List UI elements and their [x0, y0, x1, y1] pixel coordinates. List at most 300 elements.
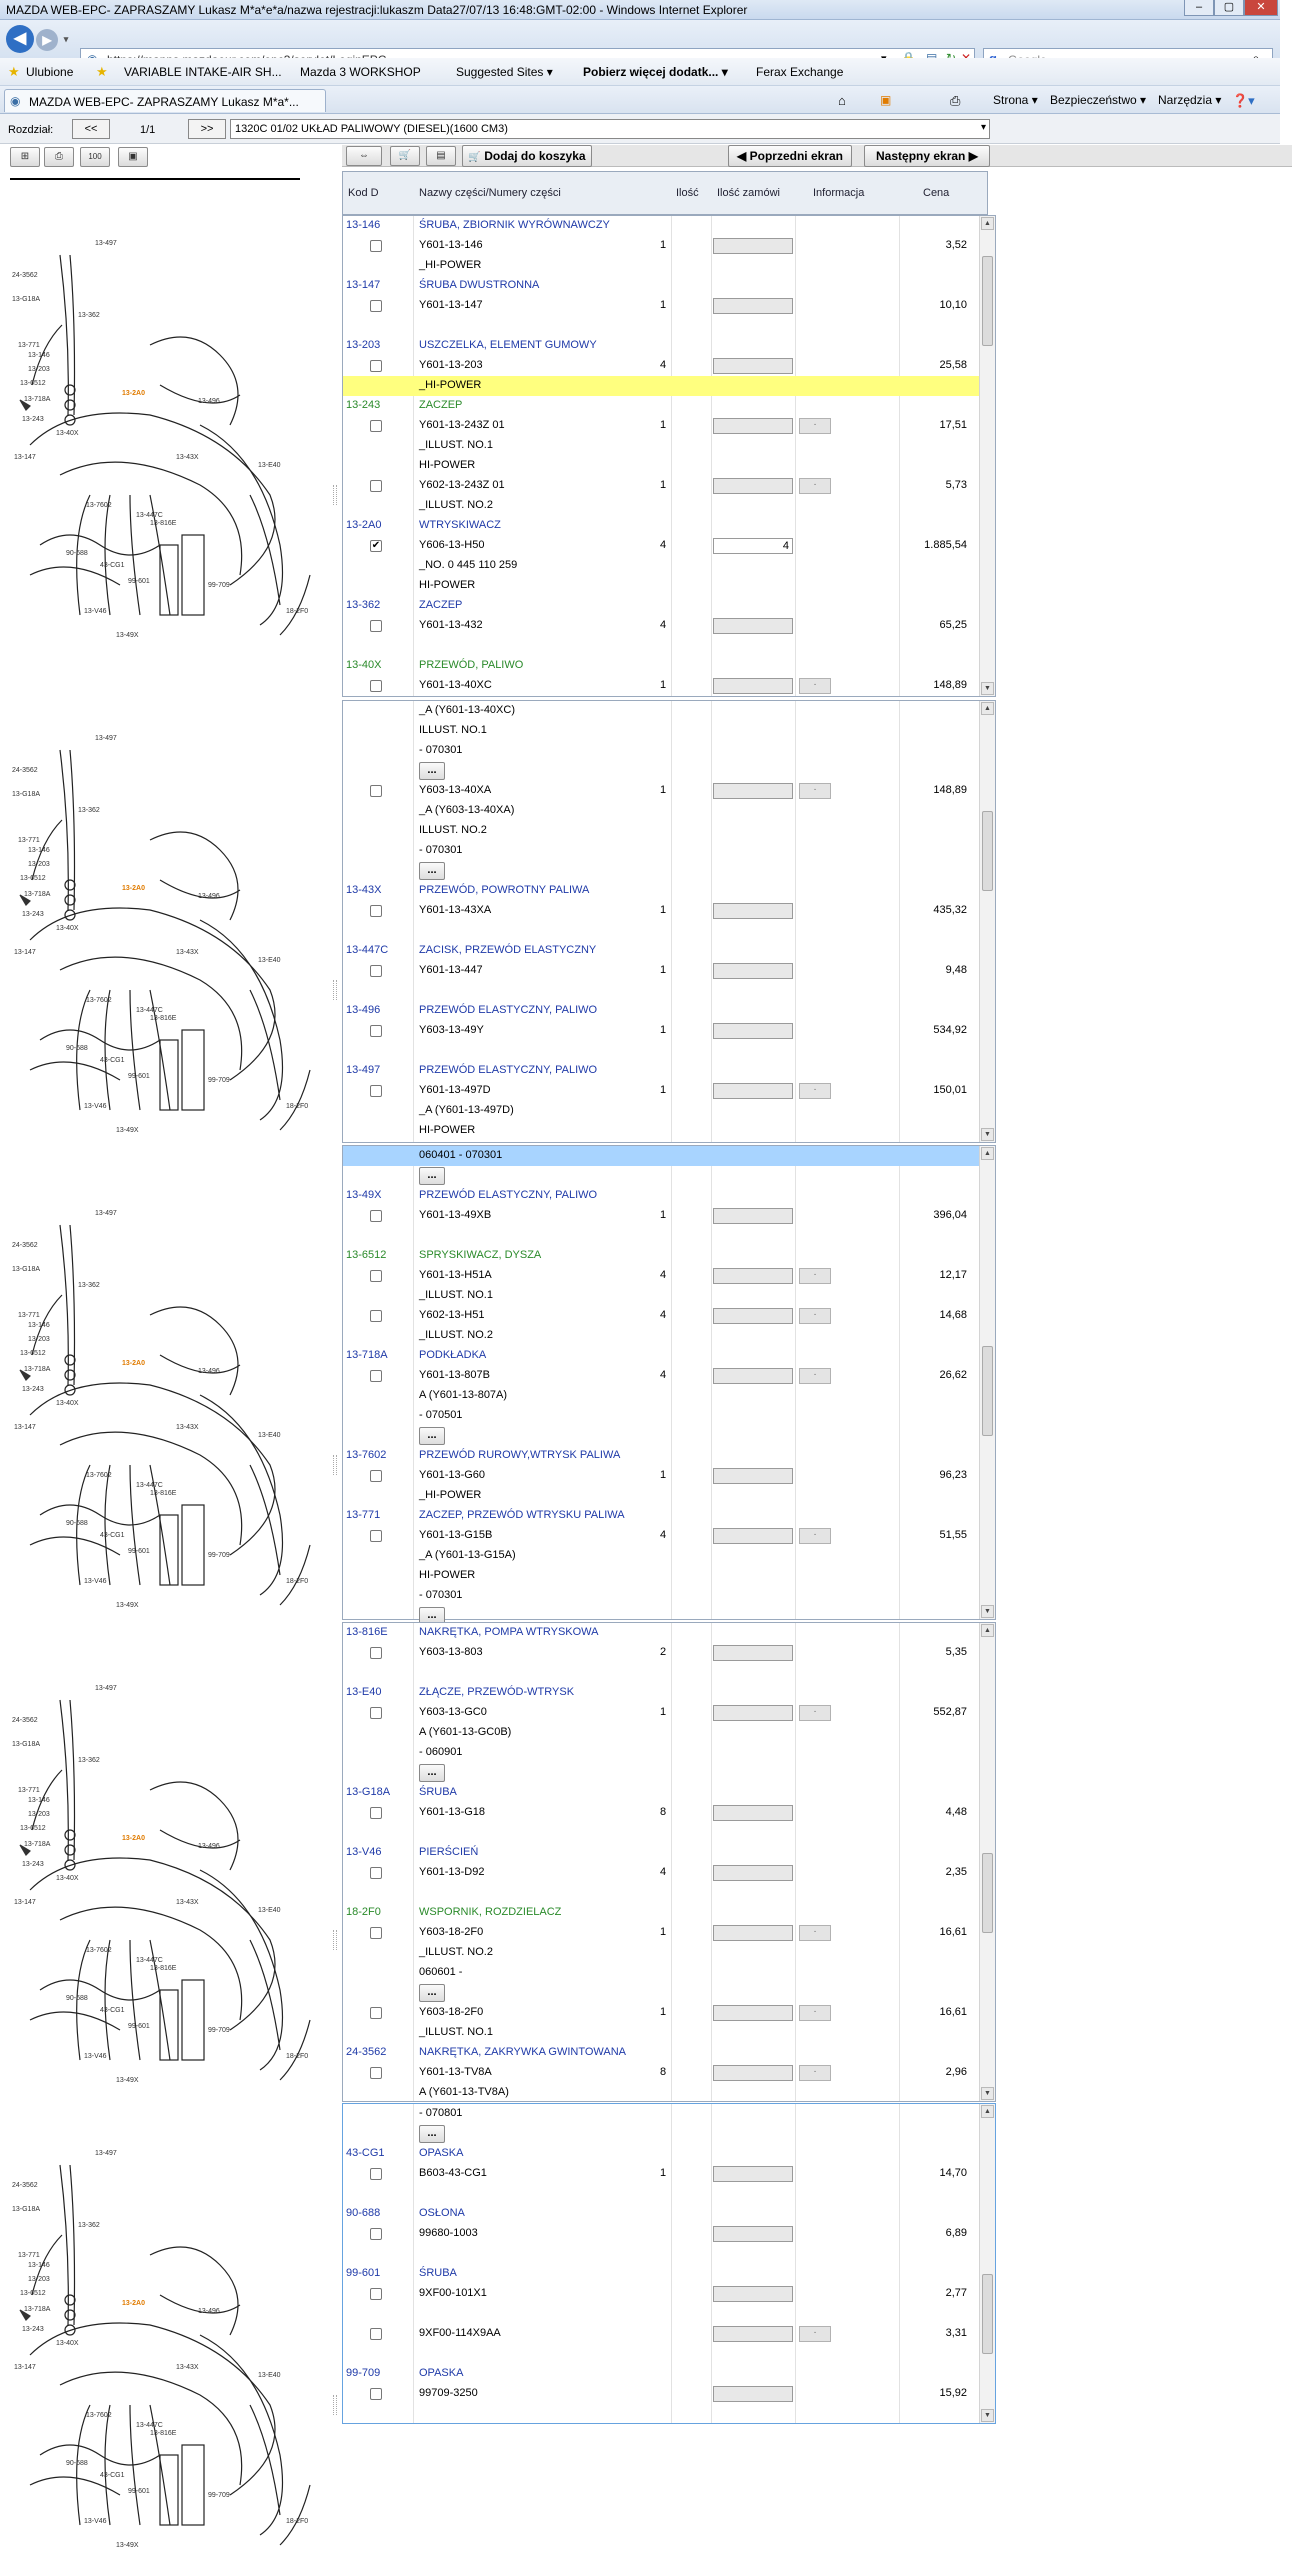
- copy-icon[interactable]: ▣: [118, 147, 148, 167]
- scroll-up-icon[interactable]: ▲: [981, 702, 994, 715]
- callout-label[interactable]: 13-43X: [176, 1899, 199, 1906]
- part-code-link[interactable]: 13-718A: [346, 1349, 388, 1361]
- panel-scrollbar[interactable]: [979, 1623, 995, 2101]
- callout-label[interactable]: 43-CG1: [100, 1057, 125, 1064]
- callout-label[interactable]: 18-2F0: [286, 2053, 309, 2060]
- part-code-link[interactable]: 13-146: [346, 219, 381, 231]
- callout-label[interactable]: 24-3562: [12, 272, 38, 279]
- splitter-handle[interactable]: [333, 1930, 337, 1950]
- callout-label[interactable]: 13-E40: [258, 462, 281, 469]
- order-quantity-input[interactable]: [713, 2226, 793, 2242]
- select-checkbox[interactable]: [370, 1647, 382, 1659]
- part-code-link[interactable]: 13-E40: [346, 1686, 382, 1698]
- callout-label[interactable]: 13-43X: [176, 454, 199, 461]
- part-code-link[interactable]: 13-243: [346, 399, 381, 411]
- order-quantity-input[interactable]: [713, 1268, 793, 1284]
- part-code-link[interactable]: 13-43X: [346, 884, 382, 896]
- select-checkbox[interactable]: [370, 905, 382, 917]
- callout-label[interactable]: 13-6512: [20, 875, 46, 882]
- order-quantity-input[interactable]: [713, 1083, 793, 1099]
- select-checkbox[interactable]: [370, 2007, 382, 2019]
- scroll-thumb[interactable]: [982, 256, 993, 346]
- callout-label[interactable]: 13-49X: [116, 1127, 139, 1134]
- callout-label[interactable]: 13-6512: [20, 1825, 46, 1832]
- callout-label[interactable]: 13-40X: [56, 1400, 79, 1407]
- select-checkbox[interactable]: [370, 1807, 382, 1819]
- part-code-link[interactable]: 13-447C: [346, 944, 389, 956]
- select-checkbox[interactable]: [370, 1085, 382, 1097]
- select-checkbox[interactable]: [370, 1310, 382, 1322]
- order-quantity-input[interactable]: [713, 618, 793, 634]
- callout-label[interactable]: 13-E40: [258, 1432, 281, 1439]
- section-select[interactable]: [230, 119, 990, 139]
- callout-label[interactable]: 13-40X: [56, 430, 79, 437]
- favorites-button[interactable]: Ulubione: [26, 65, 74, 79]
- info-button[interactable]: ·: [799, 1368, 831, 1384]
- order-quantity-input[interactable]: [713, 1368, 793, 1384]
- order-quantity-input[interactable]: [713, 1308, 793, 1324]
- callout-label[interactable]: 24-3562: [12, 1717, 38, 1724]
- scroll-down-icon[interactable]: ▼: [981, 682, 994, 695]
- info-button[interactable]: ·: [799, 2326, 831, 2342]
- info-button[interactable]: ·: [799, 1083, 831, 1099]
- order-quantity-input[interactable]: [713, 478, 793, 494]
- callout-label[interactable]: 99-709: [208, 582, 230, 589]
- select-checkbox[interactable]: [370, 1530, 382, 1542]
- select-checkbox[interactable]: [370, 2388, 382, 2400]
- callout-label[interactable]: 99-601: [128, 578, 150, 585]
- callout-label[interactable]: 13-203: [28, 1811, 50, 1818]
- callout-label[interactable]: 13-V46: [84, 608, 107, 615]
- callout-label[interactable]: 13-146: [28, 1322, 50, 1329]
- callout-label[interactable]: 13-6512: [20, 380, 46, 387]
- order-quantity-input[interactable]: [713, 1528, 793, 1544]
- callout-label[interactable]: 13-816E: [150, 1015, 177, 1022]
- order-quantity-input[interactable]: [713, 2065, 793, 2081]
- callout-label[interactable]: 99-601: [128, 1073, 150, 1080]
- forward-icon[interactable]: ▶: [36, 29, 58, 51]
- part-code-link[interactable]: 13-40X: [346, 659, 382, 671]
- order-quantity-input[interactable]: [713, 2386, 793, 2402]
- order-quantity-input[interactable]: [713, 1645, 793, 1661]
- callout-label[interactable]: 13-49X: [116, 2077, 139, 2084]
- list-icon[interactable]: ▤: [426, 146, 456, 166]
- part-code-link[interactable]: 13-G18A: [346, 1786, 391, 1798]
- select-checkbox[interactable]: [370, 1927, 382, 1939]
- info-button[interactable]: ·: [799, 1528, 831, 1544]
- details-button[interactable]: ...: [419, 862, 445, 880]
- help-icon[interactable]: ❓▾: [1232, 93, 1255, 108]
- callout-label[interactable]: 13-447C: [136, 512, 163, 519]
- scroll-up-icon[interactable]: ▲: [981, 1147, 994, 1160]
- order-quantity-input[interactable]: [713, 1468, 793, 1484]
- callout-label[interactable]: 13-40X: [56, 1875, 79, 1882]
- callout-label[interactable]: 13-G18A: [12, 1741, 41, 1748]
- part-code-link[interactable]: 13-6512: [346, 1249, 387, 1261]
- callout-label[interactable]: 13-718A: [24, 396, 51, 403]
- callout-label[interactable]: 13-146: [28, 352, 50, 359]
- scroll-down-icon[interactable]: ▼: [981, 2087, 994, 2100]
- order-quantity-input[interactable]: [713, 2326, 793, 2342]
- info-button[interactable]: ·: [799, 1268, 831, 1284]
- callout-label[interactable]: 13-V46: [84, 1578, 107, 1585]
- callout-label[interactable]: 13-E40: [258, 1907, 281, 1914]
- part-code-link[interactable]: 13-362: [346, 599, 381, 611]
- callout-label[interactable]: 13-147: [14, 454, 36, 461]
- order-quantity-input[interactable]: [713, 1805, 793, 1821]
- first-page-button[interactable]: <<: [72, 119, 110, 139]
- back-icon[interactable]: ◀: [6, 25, 34, 53]
- order-quantity-input[interactable]: [713, 783, 793, 799]
- callout-label[interactable]: 18-2F0: [286, 608, 309, 615]
- part-code-link[interactable]: 99-601: [346, 2267, 381, 2279]
- callout-label[interactable]: 13-2A0: [122, 390, 145, 397]
- callout-label[interactable]: 99-601: [128, 2023, 150, 2030]
- select-checkbox[interactable]: [370, 2288, 382, 2300]
- part-code-link[interactable]: 13-49X: [346, 1189, 382, 1201]
- callout-label[interactable]: 13-6512: [20, 2290, 46, 2297]
- print-icon[interactable]: ⎙: [950, 93, 961, 108]
- callout-label[interactable]: 13-E40: [258, 957, 281, 964]
- callout-label[interactable]: 13-362: [78, 1282, 100, 1289]
- safety-menu[interactable]: Bezpieczeństwo ▾: [1050, 93, 1147, 107]
- select-checkbox[interactable]: [370, 2067, 382, 2079]
- callout-label[interactable]: 13-147: [14, 1899, 36, 1906]
- callout-label[interactable]: 13-771: [18, 342, 40, 349]
- callout-label[interactable]: 13-49X: [116, 632, 139, 639]
- details-button[interactable]: ...: [419, 1167, 445, 1185]
- page-menu[interactable]: Strona ▾: [993, 93, 1038, 107]
- scroll-up-icon[interactable]: ▲: [981, 1624, 994, 1637]
- select-checkbox[interactable]: [370, 1210, 382, 1222]
- illustration-print-icon[interactable]: ⎙: [44, 147, 74, 167]
- minimize-button[interactable]: –: [1184, 0, 1214, 16]
- order-quantity-input[interactable]: [713, 1705, 793, 1721]
- callout-label[interactable]: 13-771: [18, 1787, 40, 1794]
- callout-label[interactable]: 13-718A: [24, 1366, 51, 1373]
- callout-label[interactable]: 13-40X: [56, 2340, 79, 2347]
- scroll-down-icon[interactable]: ▼: [981, 2409, 994, 2422]
- callout-label[interactable]: 18-2F0: [286, 1578, 309, 1585]
- callout-label[interactable]: 13-2A0: [122, 1835, 145, 1842]
- add-favorite-icon[interactable]: ★: [96, 64, 108, 79]
- callout-label[interactable]: 13-146: [28, 1797, 50, 1804]
- callout-label[interactable]: 13-243: [22, 1861, 44, 1868]
- callout-label[interactable]: 13-362: [78, 2222, 100, 2229]
- callout-label[interactable]: 13-816E: [150, 2430, 177, 2437]
- info-button[interactable]: ·: [799, 783, 831, 799]
- callout-label[interactable]: 13-43X: [176, 2364, 199, 2371]
- maximize-button[interactable]: ▢: [1214, 0, 1244, 16]
- info-button[interactable]: ·: [799, 2065, 831, 2081]
- callout-label[interactable]: 13-496: [198, 398, 220, 405]
- select-checkbox[interactable]: [370, 680, 382, 692]
- callout-label[interactable]: 13-447C: [136, 1957, 163, 1964]
- callout-label[interactable]: 13-718A: [24, 891, 51, 898]
- callout-label[interactable]: 43-CG1: [100, 1532, 125, 1539]
- callout-label[interactable]: 13-7602: [86, 1472, 112, 1479]
- order-quantity-input[interactable]: [713, 963, 793, 979]
- callout-label[interactable]: 13-497: [95, 2150, 117, 2157]
- callout-label[interactable]: 13-203: [28, 1336, 50, 1343]
- favorite-link[interactable]: Ferax Exchange: [756, 65, 844, 79]
- splitter-handle[interactable]: [333, 485, 337, 505]
- callout-label[interactable]: 13-2A0: [122, 1360, 145, 1367]
- part-code-link[interactable]: 13-816E: [346, 1626, 388, 1638]
- callout-label[interactable]: 99-709: [208, 1552, 230, 1559]
- select-checkbox[interactable]: [370, 240, 382, 252]
- order-quantity-input[interactable]: [713, 1208, 793, 1224]
- order-quantity-input[interactable]: [713, 678, 793, 694]
- scroll-down-icon[interactable]: ▼: [981, 1128, 994, 1141]
- part-code-link[interactable]: 13-496: [346, 1004, 381, 1016]
- callout-label[interactable]: 13-243: [22, 416, 44, 423]
- select-checkbox[interactable]: [370, 620, 382, 632]
- details-button[interactable]: ...: [419, 1427, 445, 1445]
- callout-label[interactable]: 13-771: [18, 1312, 40, 1319]
- part-code-link[interactable]: 13-2A0: [346, 519, 382, 531]
- history-dropdown-icon[interactable]: ▾: [63, 34, 69, 44]
- scroll-down-icon[interactable]: ▼: [981, 1605, 994, 1618]
- splitter-handle[interactable]: [333, 2395, 337, 2415]
- details-button[interactable]: ...: [419, 1764, 445, 1782]
- callout-label[interactable]: 90-688: [66, 1045, 88, 1052]
- order-quantity-input[interactable]: [713, 903, 793, 919]
- callout-label[interactable]: 13-496: [198, 1368, 220, 1375]
- dropdown-icon[interactable]: ▾: [980, 122, 986, 133]
- callout-label[interactable]: 13-447C: [136, 2422, 163, 2429]
- callout-label[interactable]: 13-G18A: [12, 2206, 41, 2213]
- callout-label[interactable]: 13-203: [28, 861, 50, 868]
- callout-label[interactable]: 13-E40: [258, 2372, 281, 2379]
- details-button[interactable]: ...: [419, 1607, 445, 1625]
- callout-label[interactable]: 13-V46: [84, 2053, 107, 2060]
- previous-screen-button[interactable]: [728, 145, 852, 167]
- callout-label[interactable]: 13-147: [14, 949, 36, 956]
- callout-label[interactable]: 13-816E: [150, 1965, 177, 1972]
- select-checkbox[interactable]: [370, 360, 382, 372]
- feeds-icon[interactable]: ▣: [880, 93, 892, 107]
- part-code-link[interactable]: 43-CG1: [346, 2147, 385, 2159]
- zoom-in-icon[interactable]: ⊞: [10, 147, 40, 167]
- select-checkbox[interactable]: [370, 300, 382, 312]
- favorite-link[interactable]: VARIABLE INTAKE-AIR SH...: [124, 65, 282, 79]
- callout-label[interactable]: 13-147: [14, 2364, 36, 2371]
- panel-scrollbar[interactable]: [979, 2104, 995, 2423]
- scroll-up-icon[interactable]: ▲: [981, 217, 994, 230]
- part-code-link[interactable]: 24-3562: [346, 2046, 387, 2058]
- callout-label[interactable]: 13-2A0: [122, 2300, 145, 2307]
- next-screen-button[interactable]: [864, 145, 990, 167]
- select-checkbox[interactable]: ✔: [371, 540, 381, 551]
- select-checkbox[interactable]: [370, 420, 382, 432]
- callout-label[interactable]: 13-7602: [86, 502, 112, 509]
- callout-label[interactable]: 13-816E: [150, 520, 177, 527]
- part-code-link[interactable]: 99-709: [346, 2367, 381, 2379]
- splitter-handle[interactable]: [333, 980, 337, 1000]
- callout-label[interactable]: 90-688: [66, 2460, 88, 2467]
- add-to-cart-button[interactable]: [462, 145, 592, 167]
- callout-label[interactable]: 43-CG1: [100, 2472, 125, 2479]
- part-code-link[interactable]: 13-7602: [346, 1449, 387, 1461]
- callout-label[interactable]: 13-7602: [86, 1947, 112, 1954]
- callout-label[interactable]: 13-771: [18, 2252, 40, 2259]
- callout-label[interactable]: 90-688: [66, 1995, 88, 2002]
- scroll-thumb[interactable]: [982, 2274, 993, 2354]
- details-button[interactable]: ...: [419, 1984, 445, 2002]
- select-checkbox[interactable]: [370, 785, 382, 797]
- order-quantity-input[interactable]: [713, 238, 793, 254]
- callout-label[interactable]: 13-7602: [86, 997, 112, 1004]
- callout-label[interactable]: 99-601: [128, 2488, 150, 2495]
- callout-label[interactable]: 43-CG1: [100, 562, 125, 569]
- tools-menu[interactable]: Narzędzia ▾: [1158, 93, 1222, 107]
- panel-scrollbar[interactable]: [979, 1146, 995, 1619]
- info-button[interactable]: ·: [799, 1705, 831, 1721]
- callout-label[interactable]: 13-49X: [116, 2542, 139, 2549]
- callout-label[interactable]: 13-447C: [136, 1482, 163, 1489]
- parts-illustration[interactable]: [0, 1640, 340, 2084]
- callout-label[interactable]: 99-709: [208, 2492, 230, 2499]
- browser-tab[interactable]: [4, 89, 326, 112]
- callout-label[interactable]: 13-243: [22, 911, 44, 918]
- info-button[interactable]: ·: [799, 418, 831, 434]
- callout-label[interactable]: 13-497: [95, 1210, 117, 1217]
- order-quantity-input[interactable]: [713, 1023, 793, 1039]
- order-quantity-input[interactable]: [713, 358, 793, 374]
- select-checkbox[interactable]: [370, 2328, 382, 2340]
- callout-label[interactable]: 13-6512: [20, 1350, 46, 1357]
- callout-label[interactable]: 13-7602: [86, 2412, 112, 2419]
- callout-label[interactable]: 13-447C: [136, 1007, 163, 1014]
- info-button[interactable]: ·: [799, 678, 831, 694]
- callout-label[interactable]: 13-146: [28, 2262, 50, 2269]
- callout-label[interactable]: 13-V46: [84, 2518, 107, 2525]
- callout-label[interactable]: 13-203: [28, 366, 50, 373]
- callout-label[interactable]: 13-718A: [24, 1841, 51, 1848]
- part-code-link[interactable]: 13-497: [346, 1064, 381, 1076]
- callout-label[interactable]: 13-362: [78, 807, 100, 814]
- favorite-link[interactable]: Mazda 3 WORKSHOP: [300, 65, 421, 79]
- callout-label[interactable]: 13-G18A: [12, 791, 41, 798]
- order-quantity-input[interactable]: [713, 1865, 793, 1881]
- callout-label[interactable]: 13-496: [198, 2308, 220, 2315]
- order-quantity-input[interactable]: [713, 2286, 793, 2302]
- part-code-link[interactable]: 13-203: [346, 339, 381, 351]
- select-checkbox[interactable]: [370, 965, 382, 977]
- order-quantity-input[interactable]: [713, 298, 793, 314]
- select-checkbox[interactable]: [370, 1370, 382, 1382]
- part-code-link[interactable]: 13-147: [346, 279, 381, 291]
- callout-label[interactable]: 13-496: [198, 1843, 220, 1850]
- part-code-link[interactable]: 13-771: [346, 1509, 381, 1521]
- close-window-button[interactable]: ✕: [1244, 0, 1278, 16]
- order-quantity-input[interactable]: 4: [713, 538, 793, 554]
- info-button[interactable]: ·: [799, 1925, 831, 1941]
- callout-label[interactable]: 13-43X: [176, 949, 199, 956]
- select-checkbox[interactable]: [370, 480, 382, 492]
- callout-label[interactable]: 13-497: [95, 240, 117, 247]
- part-code-link[interactable]: 18-2F0: [346, 1906, 381, 1918]
- callout-label[interactable]: 99-709: [208, 2027, 230, 2034]
- callout-label[interactable]: 13-203: [28, 2276, 50, 2283]
- callout-label[interactable]: 24-3562: [12, 2182, 38, 2189]
- scroll-thumb[interactable]: [982, 1853, 993, 1933]
- callout-label[interactable]: 99-709: [208, 1077, 230, 1084]
- callout-label[interactable]: 13-771: [18, 837, 40, 844]
- callout-label[interactable]: 13-718A: [24, 2306, 51, 2313]
- select-checkbox[interactable]: [370, 1025, 382, 1037]
- callout-label[interactable]: 13-243: [22, 1386, 44, 1393]
- details-button[interactable]: ...: [419, 2125, 445, 2143]
- select-checkbox[interactable]: [370, 1867, 382, 1879]
- callout-label[interactable]: 99-601: [128, 1548, 150, 1555]
- callout-label[interactable]: 13-147: [14, 1424, 36, 1431]
- callout-label[interactable]: 13-43X: [176, 1424, 199, 1431]
- part-code-link[interactable]: 13-V46: [346, 1846, 382, 1858]
- callout-label[interactable]: 13-497: [95, 735, 117, 742]
- callout-label[interactable]: 13-2A0: [122, 885, 145, 892]
- cart-icon[interactable]: 🛒: [390, 146, 420, 166]
- select-checkbox[interactable]: [370, 2228, 382, 2240]
- callout-label[interactable]: 13-496: [198, 893, 220, 900]
- favorite-link[interactable]: Pobierz więcej dodatk... ▾: [583, 65, 728, 79]
- scroll-thumb[interactable]: [982, 811, 993, 891]
- callout-label[interactable]: 24-3562: [12, 1242, 38, 1249]
- scroll-up-icon[interactable]: ▲: [981, 2105, 994, 2118]
- order-quantity-input[interactable]: [713, 2005, 793, 2021]
- callout-label[interactable]: 13-243: [22, 2326, 44, 2333]
- parts-illustration[interactable]: [0, 690, 340, 1134]
- favorite-link[interactable]: Suggested Sites ▾: [456, 65, 553, 79]
- info-button[interactable]: ·: [799, 478, 831, 494]
- parts-illustration[interactable]: [0, 2105, 340, 2549]
- callout-label[interactable]: 13-362: [78, 312, 100, 319]
- panel-scrollbar[interactable]: [979, 216, 995, 696]
- callout-label[interactable]: 13-40X: [56, 925, 79, 932]
- callout-label[interactable]: 13-146: [28, 847, 50, 854]
- callout-label[interactable]: 18-2F0: [286, 2518, 309, 2525]
- select-checkbox[interactable]: [370, 1470, 382, 1482]
- callout-label[interactable]: 13-V46: [84, 1103, 107, 1110]
- callout-label[interactable]: 18-2F0: [286, 1103, 309, 1110]
- info-button[interactable]: ·: [799, 2005, 831, 2021]
- expand-icon[interactable]: ⇔: [346, 146, 382, 166]
- last-page-button[interactable]: >>: [188, 119, 226, 139]
- order-quantity-input[interactable]: [713, 418, 793, 434]
- details-button[interactable]: ...: [419, 762, 445, 780]
- zoom-100-icon[interactable]: 100: [80, 147, 110, 167]
- callout-label[interactable]: 43-CG1: [100, 2007, 125, 2014]
- parts-illustration[interactable]: [0, 195, 340, 665]
- select-checkbox[interactable]: [370, 2168, 382, 2180]
- order-quantity-input[interactable]: [713, 1925, 793, 1941]
- callout-label[interactable]: 13-816E: [150, 1490, 177, 1497]
- callout-label[interactable]: 13-G18A: [12, 296, 41, 303]
- info-button[interactable]: ·: [799, 1308, 831, 1324]
- callout-label[interactable]: 24-3562: [12, 767, 38, 774]
- panel-scrollbar[interactable]: [979, 701, 995, 1142]
- callout-label[interactable]: 90-688: [66, 1520, 88, 1527]
- part-code-link[interactable]: 90-688: [346, 2207, 381, 2219]
- order-quantity-input[interactable]: [713, 2166, 793, 2182]
- select-checkbox[interactable]: [370, 1270, 382, 1282]
- callout-label[interactable]: 13-G18A: [12, 1266, 41, 1273]
- callout-label[interactable]: 13-497: [95, 1685, 117, 1692]
- scroll-thumb[interactable]: [982, 1346, 993, 1436]
- home-icon[interactable]: ⌂: [838, 93, 846, 108]
- callout-label[interactable]: 90-688: [66, 550, 88, 557]
